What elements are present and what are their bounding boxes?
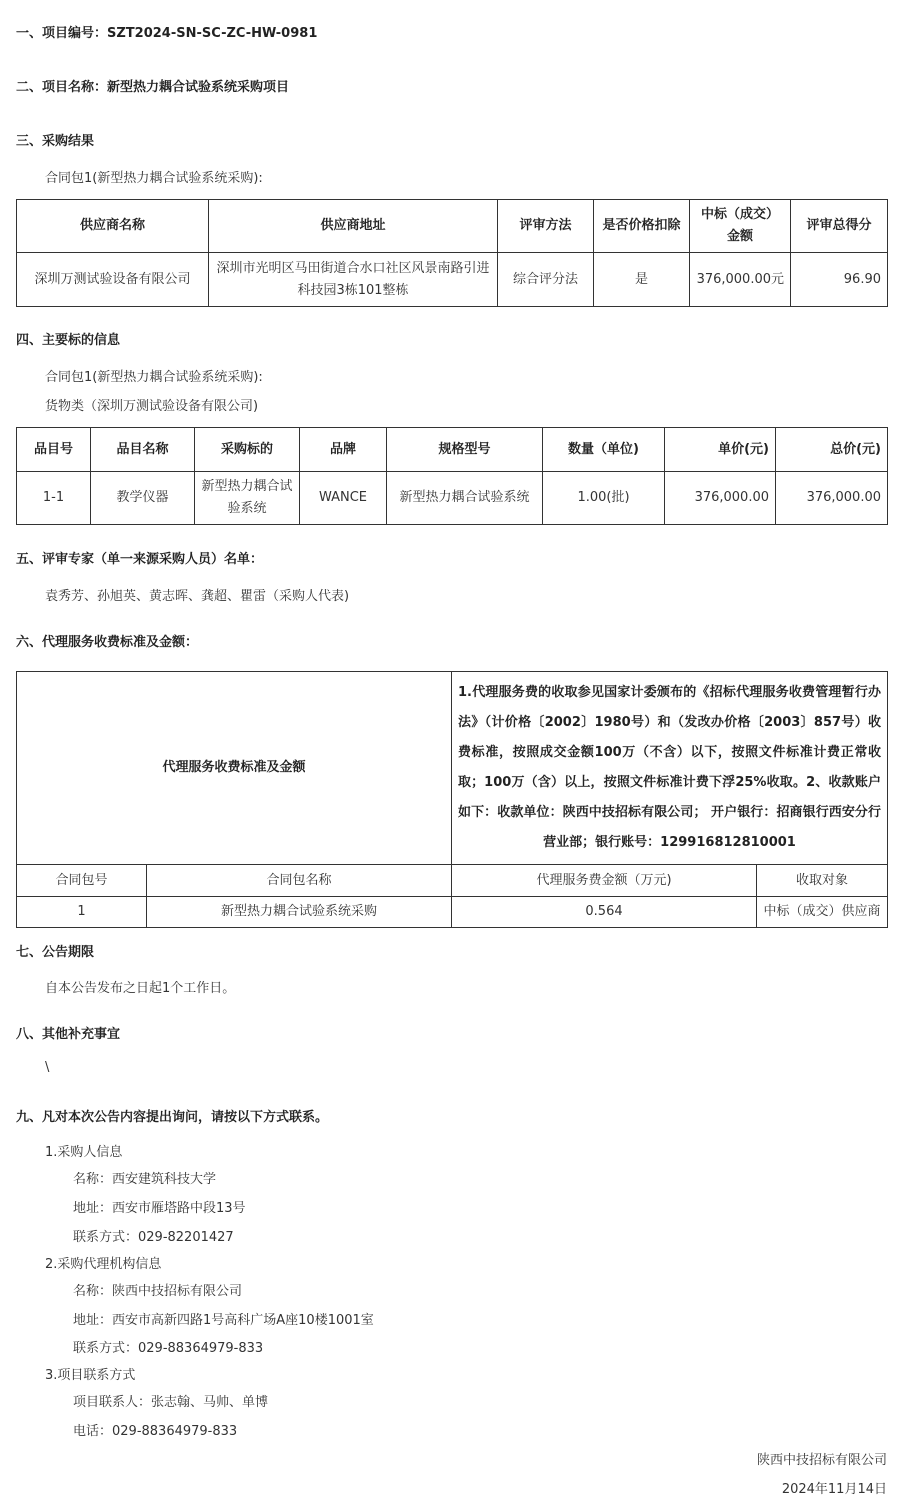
item-quantity: 1.00(批) [543, 472, 665, 525]
project-contact-person: 项目联系人：张志翰、马帅、单博 [73, 1395, 269, 1410]
project-contact-title: 3.项目联系方式 [45, 1368, 136, 1383]
fee-standard-label: 代理服务收费标准及金额 [17, 672, 452, 865]
table-row [17, 897, 888, 928]
item-subject: 新型热力耦合试验系统 [195, 472, 300, 525]
col-header: 评审方法 [498, 200, 594, 253]
section-6-heading: 六、代理服务收费标准及金额： [16, 635, 199, 650]
item-brand: WANCE [300, 472, 387, 525]
col-header: 品目名称 [91, 428, 195, 472]
agency-name: 名称：陕西中技招标有限公司 [73, 1284, 243, 1299]
project-number-line [16, 22, 317, 41]
fee-table [16, 671, 888, 928]
result-table [16, 199, 888, 307]
section-8-heading: 八、其他补充事宜 [16, 1027, 121, 1042]
item-unit-price: 376,000.00 [665, 472, 776, 525]
fee-package-name: 新型热力耦合试验系统采购 [147, 897, 452, 928]
col-header: 规格型号 [387, 428, 543, 472]
agency-info-title: 2.采购代理机构信息 [45, 1257, 162, 1272]
col-header: 单价(元) [665, 428, 776, 472]
col-header: 合同包号 [17, 865, 147, 897]
item-model: 新型热力耦合试验系统 [387, 472, 543, 525]
purchaser-address: 地址：西安市雁塔路中段13号 [73, 1201, 246, 1216]
col-header: 收取对象 [757, 865, 888, 897]
purchaser-contact: 联系方式：029-82201427 [73, 1230, 234, 1245]
col-header: 评审总得分 [791, 200, 888, 253]
purchaser-name: 名称：西安建筑科技大学 [73, 1172, 217, 1187]
items-category-label: 货物类（深圳万测试验设备有限公司) [45, 399, 259, 414]
agency-contact: 联系方式：029-88364979-833 [73, 1341, 264, 1356]
supplier-address: 深圳市光明区马田街道合水口社区风景南路引进科技园3栋101整栋 [209, 253, 498, 307]
project-name-label: 二、项目名称： [16, 80, 108, 95]
project-contact-phone: 电话：029-88364979-833 [73, 1424, 238, 1439]
items-table [16, 427, 888, 525]
items-package-label: 合同包1(新型热力耦合试验系统采购): [45, 370, 263, 385]
agency-address: 地址：西安市高新四路1号高科广场A座10楼1001室 [73, 1313, 374, 1328]
fee-amount: 0.564 [452, 897, 757, 928]
price-deduction: 是 [594, 253, 690, 307]
item-number: 1-1 [17, 472, 91, 525]
total-score: 96.90 [791, 253, 888, 307]
table-row [17, 472, 888, 525]
supplier-name: 深圳万测试验设备有限公司 [17, 253, 209, 307]
project-number-label: 一、项目编号： [16, 26, 108, 41]
expert-list: 袁秀芳、孙旭英、黄志晖、龚超、瞿雷（采购人代表) [45, 589, 350, 604]
fee-standard-text: 1.代理服务费的收取参见国家计委颁布的《招标代理服务收费管理暂行办法》（计价格〔2002〕1980号）和（发改办价格〔2003〕857号）收费标准，按照成交金额100万（不含）以下，按照文件标准计费正常收取；100万（含）以上，按照文件标准计费下浮25%收取。2、收款账户如下：收款单位：陕西中技招标有限公司； 开户银行：招商银行西安分行营业部；银行账号：129916812810001 [452, 672, 888, 865]
col-header: 数量（单位) [543, 428, 665, 472]
fee-package-number: 1 [17, 897, 147, 928]
project-name-value: 新型热力耦合试验系统采购项目 [107, 80, 290, 95]
item-total-price: 376,000.00 [776, 472, 888, 525]
col-header: 总价(元) [776, 428, 888, 472]
result-package-label: 合同包1(新型热力耦合试验系统采购): [45, 171, 263, 186]
footer-company: 陕西中技招标有限公司 [756, 1453, 887, 1468]
fee-table-header [17, 865, 888, 897]
table-row [17, 253, 888, 307]
section-7-heading: 七、公告期限 [16, 945, 95, 960]
purchaser-info-title: 1.采购人信息 [45, 1145, 123, 1160]
col-header: 供应商名称 [17, 200, 209, 253]
award-amount: 376,000.00元 [690, 253, 791, 307]
items-table-header [17, 428, 888, 472]
result-table-header [17, 200, 888, 253]
col-header: 合同包名称 [147, 865, 452, 897]
col-header: 代理服务费金额（万元) [452, 865, 757, 897]
announcement-period: 自本公告发布之日起1个工作日。 [45, 981, 236, 996]
fee-payer: 中标（成交）供应商 [757, 897, 888, 928]
project-name-line [16, 76, 289, 95]
item-category-name: 教学仪器 [91, 472, 195, 525]
section-5-heading: 五、评审专家（单一来源采购人员）名单： [16, 552, 264, 567]
col-header: 中标（成交）金额 [690, 200, 791, 253]
col-header: 品牌 [300, 428, 387, 472]
fee-standard-row [17, 672, 888, 865]
project-number-value: SZT2024-SN-SC-ZC-HW-0981 [107, 26, 318, 41]
col-header: 采购标的 [195, 428, 300, 472]
other-matters: \ [45, 1060, 50, 1075]
col-header: 供应商地址 [209, 200, 498, 253]
review-method: 综合评分法 [498, 253, 594, 307]
col-header: 品目号 [17, 428, 91, 472]
section-9-heading: 九、凡对本次公告内容提出询问，请按以下方式联系。 [16, 1110, 329, 1125]
col-header: 是否价格扣除 [594, 200, 690, 253]
section-3-heading: 三、采购结果 [16, 134, 95, 149]
footer-date: 2024年11月14日 [781, 1482, 887, 1497]
section-4-heading: 四、主要标的信息 [16, 333, 121, 348]
